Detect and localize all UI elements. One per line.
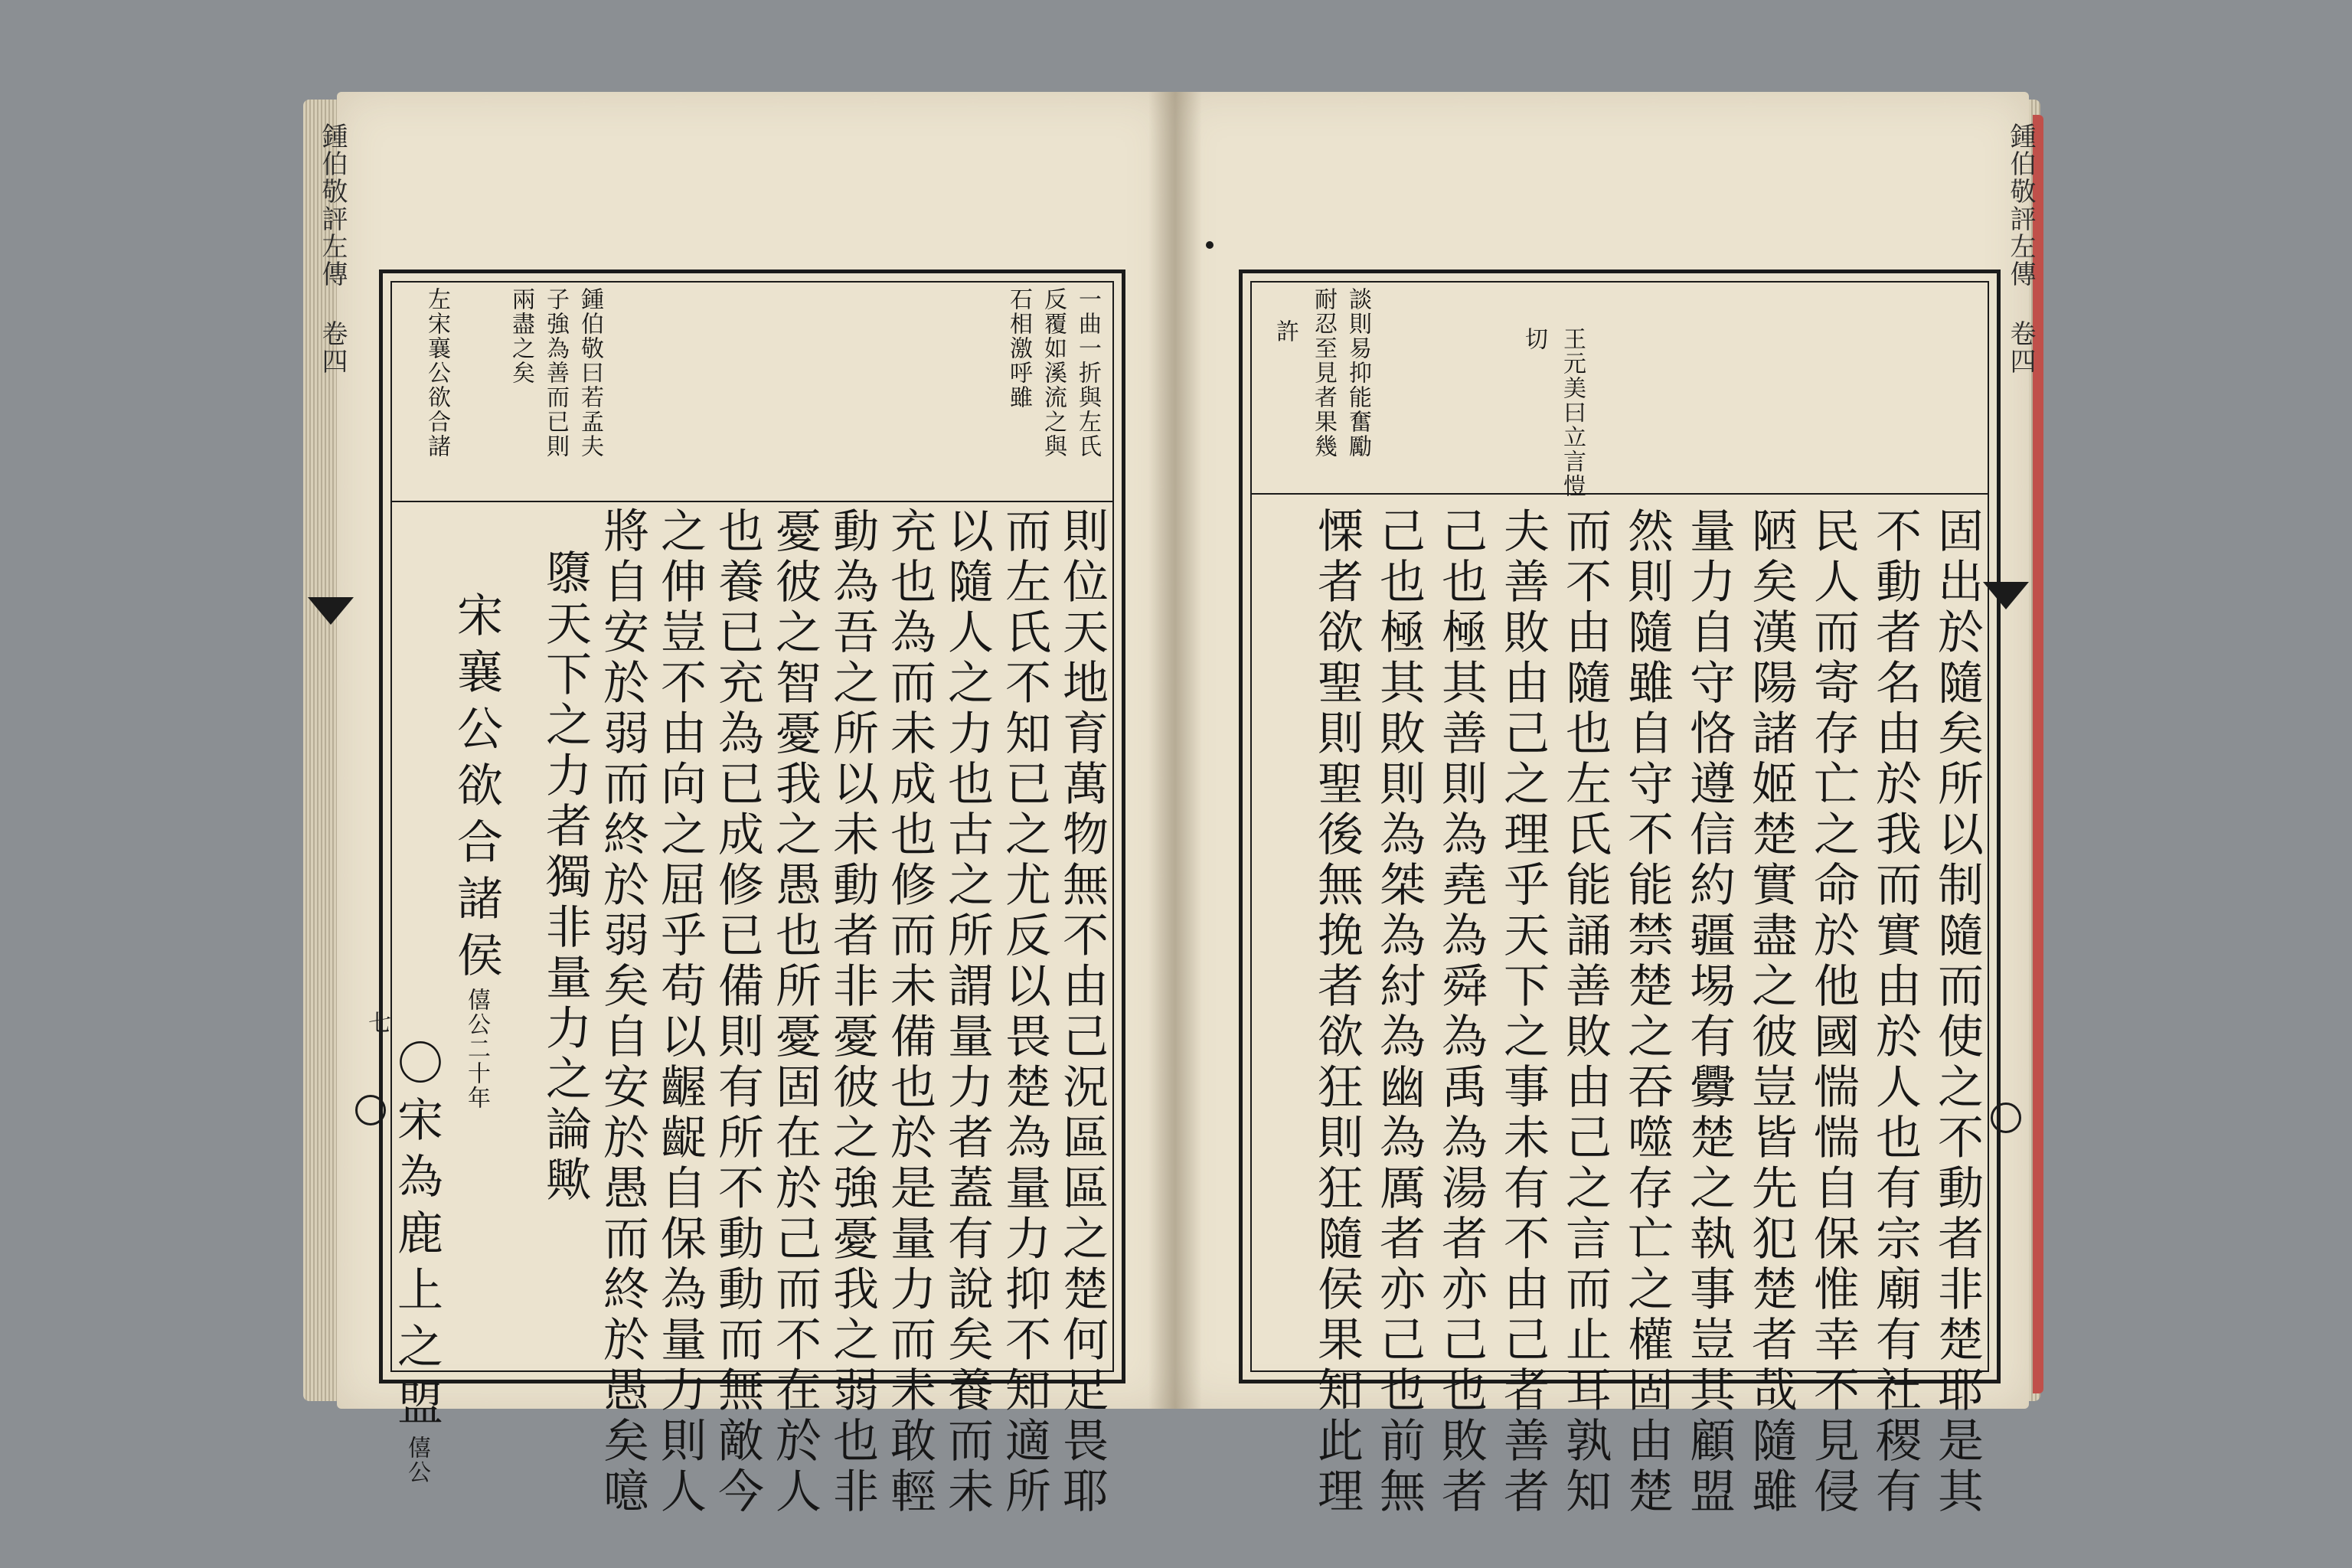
left-note-5: 子強為善而已則 [542,287,569,459]
heading-note: 僖公二十年 [463,988,490,1110]
right-text-frame [1239,270,2001,1517]
right-main-col-2: 不動者名由於我而實由於人也有宗廟有社稷有 [1868,507,1922,1517]
ink-dot [1206,241,1214,249]
book-gutter [1148,92,1202,1409]
right-note-4: 耐忍至見者果幾 [1310,287,1337,459]
left-note-1: 一曲一折與左氏 [1074,287,1101,459]
right-main-col-9: 己也極其善則為堯為舜為禹為湯者亦己也敗者 [1434,507,1488,1517]
right-main-col-10: 己也極其敗則為桀為紂為幽為厲者亦己也前無 [1372,507,1426,1517]
heading-text: 宋襄公欲合諸侯 [449,591,503,988]
right-note-1: 王元美曰立言愷 [1559,327,1586,498]
left-main-col-4: 充也為而未成也修而未備也於是量力而未敢輕 [883,507,936,1517]
left-note-4: 鍾伯敬曰若孟夫 [577,287,603,459]
left-margin-title: 鍾伯敬評左傳 卷四 [317,122,348,375]
heading-text-2: 〇宋為鹿上之盟 [390,1039,443,1436]
left-main-col-5: 動為吾之所以未動者非憂彼之強憂我之弱也非 [825,507,879,1517]
right-fishtail-mark [1983,582,2029,609]
left-main-col-2: 而左氏不知已之尤反以畏楚為量力抑不知適所 [998,507,1051,1517]
right-main-col-8: 夫善敗由己之理乎天下之事未有不由己者善者 [1496,507,1550,1517]
right-circle-mark [1991,1102,2021,1133]
left-note-7: 左宋襄公欲合諸 [423,287,450,459]
right-main-col-4: 陋矣漢陽諸姬楚實盡之彼豈皆先犯楚者哉隨雖 [1744,507,1798,1517]
left-page-number: 七 [364,1011,390,1034]
left-note-3: 石相激呼雖 [1005,287,1032,410]
left-text-frame [379,270,1125,1517]
right-main-col-1: 固出於隨矣所以制隨而使之不動者非楚耶是其 [1930,507,1984,1517]
left-main-col-9: 將自安於弱而終於弱矣自安於愚而終於愚矣噫 [596,507,649,1517]
left-main-col-8: 之伸豈不由向之屈乎苟以齷齪自保為量力則人 [653,507,707,1517]
right-note-5: 許 [1272,319,1298,344]
left-main-col-10: 隳天下之力者獨非量力之論歟 [538,549,592,1206]
right-main-col-11: 慄者欲聖則聖後無挽者欲狂則狂隨侯果知此理 [1310,507,1364,1517]
left-main-col-1: 則位天地育萬物無不由己況區區之楚何足畏耶 [1055,507,1109,1517]
right-main-col-7: 而不由隨也左氏能誦善敗由己之言而止耳孰知 [1558,507,1612,1517]
left-heading-col [443,591,509,1110]
right-note-2: 切 [1521,327,1547,351]
right-note-3: 談則易抑能奮勵 [1344,287,1371,459]
heading-note-2: 僖公 [403,1436,430,1485]
left-heading-col-2 [384,1039,449,1485]
right-main-col-5: 量力自守恪遵信約疆埸有釁楚之執事豈其顧盟 [1682,507,1736,1517]
left-notes-band [392,283,1112,502]
right-main-col-3: 民人而寄存亡之命於他國惴惴自保惟幸不見侵 [1806,507,1860,1517]
left-main-col-6: 憂彼之智憂我之愚也所憂固在於己而不在於人 [768,507,822,1517]
left-note-2: 反覆如溪流之與 [1040,287,1067,459]
right-main-col-6: 然則隨雖自守不能禁楚之吞噬存亡之權固由楚 [1620,507,1674,1517]
left-main-col-7: 也養已充為已成修已備則有所不動動而無敵今 [710,507,764,1517]
left-main-col-3: 以隨人之力也古之所謂量力者蓋有說矣養而未 [940,507,994,1517]
right-margin-title: 鍾伯敬評左傳 卷四 [2005,122,2036,375]
left-note-6: 兩盡之矣 [508,287,534,385]
left-fishtail-mark [308,597,354,625]
